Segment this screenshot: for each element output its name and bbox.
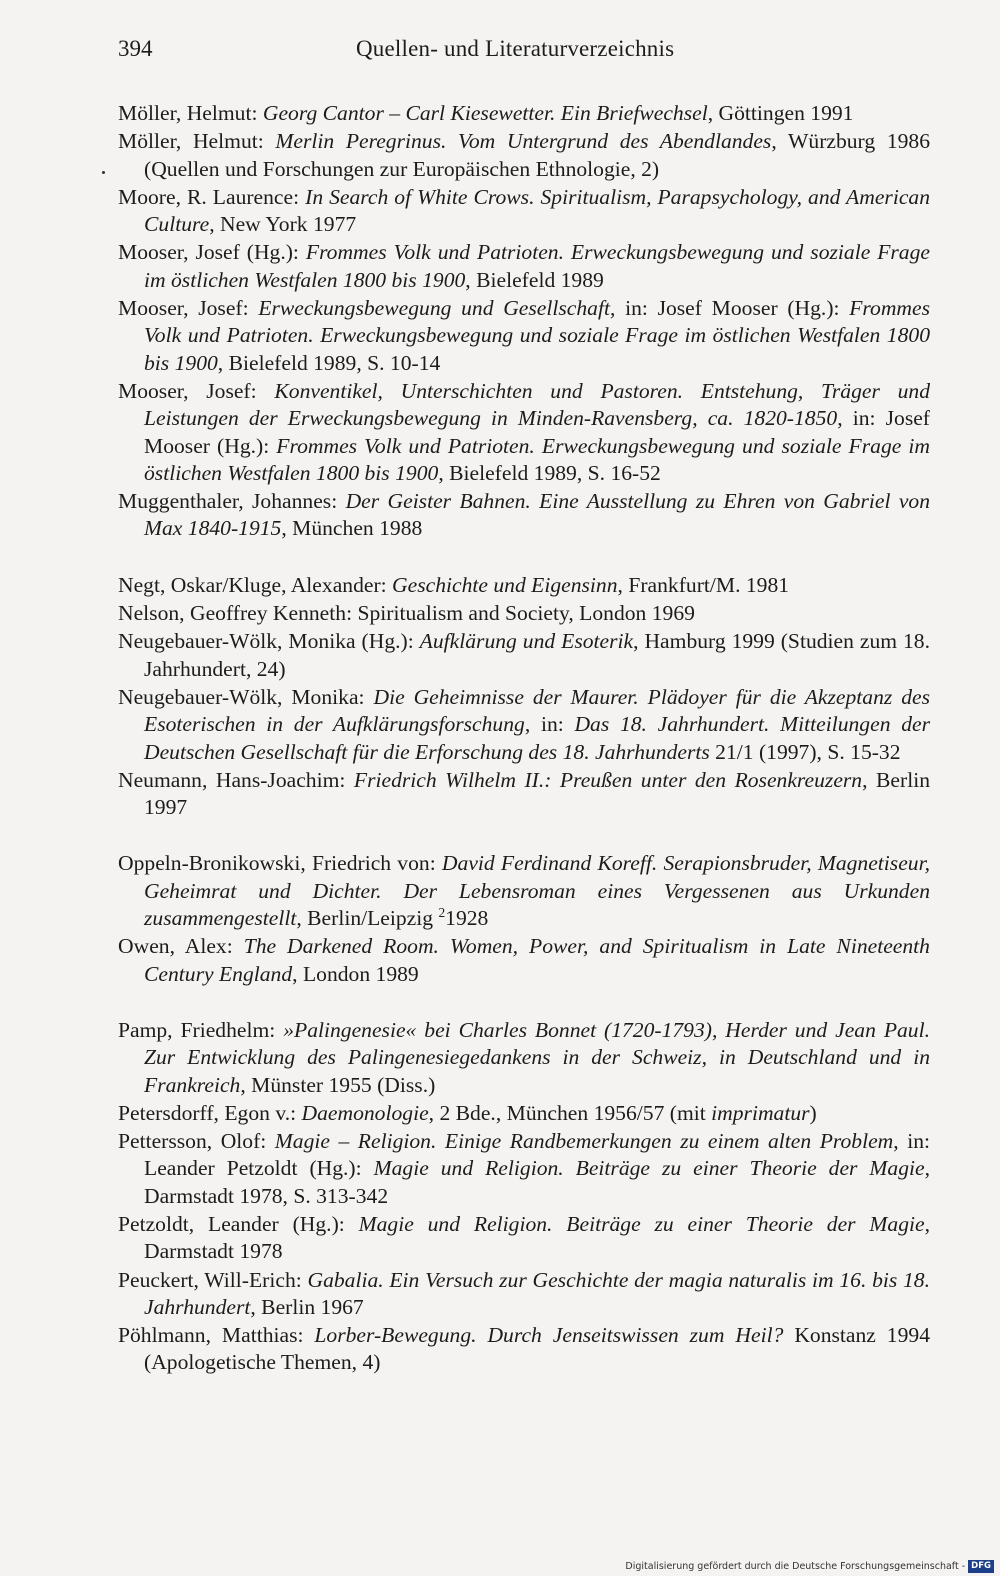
bibliography-entry	[118, 1128, 930, 1210]
entry-text: , 2 Bde., München 1956/57 (mit	[428, 1100, 712, 1125]
entry-text: , in:	[524, 712, 575, 737]
letter-group-gap	[118, 822, 930, 850]
entry-text: Peuckert, Will-Erich:	[118, 1267, 308, 1292]
entry-text: , Göttingen 1991	[707, 101, 854, 125]
bibliography-entry	[118, 488, 930, 543]
entry-text: , Berlin 1997	[144, 767, 930, 820]
entry-text: Möller, Helmut:	[118, 101, 263, 125]
entry-text: Neumann, Hans-Joachim:	[118, 767, 354, 792]
entry-text: , Bielefeld 1989, S. 16-52	[438, 460, 661, 485]
bibliography-entry	[118, 1322, 930, 1377]
entry-text: Möller, Helmut:	[118, 129, 276, 154]
entry-text: Owen, Alex:	[118, 934, 244, 959]
bibliography-entry	[118, 295, 930, 377]
entry-text: Neugebauer-Wölk, Monika:	[118, 684, 374, 709]
bibliography-entry	[118, 628, 930, 683]
entry-text: , München 1988	[281, 516, 423, 541]
entry-text: Pettersson, Olof:	[118, 1129, 275, 1154]
bibliography-entry	[118, 572, 930, 599]
entry-title-italic: Die Geheimnisse der Maurer. Plädoyer für die Akzeptanz des Esoterischen in der Aufklärungsforschung	[144, 684, 930, 737]
entry-text: Muggenthaler, Johannes:	[118, 489, 346, 514]
entry-title-italic: Magie und Religion. Beiträge zu einer Theorie der Magie	[373, 1156, 925, 1181]
bibliography-entry	[118, 850, 930, 932]
entry-title-italic: »Palingenesie« bei Charles Bonnet (1720-1793), Herder und Jean Paul. Zur Entwicklung des Palingenesiegedankens in der Schweiz, in Deutschland und in Frankreich	[144, 1017, 930, 1097]
stray-ink-dot	[102, 171, 105, 174]
entry-title-italic: Aufklärung und Esoterik	[419, 629, 634, 654]
entry-text: Mooser, Josef:	[118, 296, 259, 321]
letter-group-gap	[118, 989, 930, 1017]
entry-text: Neugebauer-Wölk, Monika (Hg.):	[118, 629, 420, 654]
entry-text: Konstanz 1994 (Apologetische Themen, 4)	[144, 1323, 930, 1375]
entry-text: , Darmstadt 1978, S. 313-342	[144, 1156, 930, 1208]
letter-group-gap	[118, 544, 930, 572]
entry-title-italic: Frommes Volk und Patrioten. Erweckungsbewegung und soziale Frage im östlichen Westfalen 1800 bis 1900	[144, 296, 930, 375]
entry-title-italic: In Search of White Crows. Spiritualism, Parapsychology, and American Culture	[144, 184, 930, 237]
digitization-banner	[625, 1559, 994, 1573]
bibliography-entry	[118, 1267, 930, 1322]
entry-text: Negt, Oskar/Kluge, Alexander:	[118, 572, 393, 597]
entry-title-italic: imprimatur	[711, 1100, 810, 1125]
entry-title-italic: Magie – Religion. Einige Randbemerkungen zu einem alten Problem	[274, 1129, 894, 1154]
entry-title-italic: Frommes Volk und Patrioten. Erweckungsbewegung und soziale Frage im östlichen Westfalen 1800 bis 1900	[144, 240, 930, 292]
entry-title-italic: Lorber-Bewegung. Durch Jenseitswissen zum Heil?	[314, 1323, 784, 1348]
entry-text: 21/1 (1997), S. 15-32	[709, 739, 901, 764]
entry-text: , Hamburg 1999 (Studien zum 18. Jahrhundert, 24)	[144, 629, 931, 681]
entry-title-italic: Der Geister Bahnen. Eine Ausstellung zu Ehren von Gabriel von Max 1840-1915	[144, 489, 931, 541]
bibliography-entry	[118, 684, 930, 766]
entry-text: Moore, R. Laurence:	[118, 184, 306, 209]
entry-text: Pamp, Friedhelm:	[118, 1017, 284, 1042]
bibliography-entry	[118, 1211, 930, 1266]
entry-text: , in: Josef Mooser (Hg.):	[609, 296, 850, 321]
entry-text: Petzoldt, Leander (Hg.):	[118, 1211, 359, 1236]
dfg-logo: DFG	[968, 1560, 994, 1573]
page-number: 394	[118, 36, 153, 61]
entry-text: , in: Leander Petzoldt (Hg.):	[144, 1129, 930, 1181]
entry-title-italic: Frommes Volk und Patrioten. Erweckungsbewegung und soziale Frage im östlichen Westfalen 1800 bis 1900	[144, 433, 930, 485]
entry-title-italic: David Ferdinand Koreff. Serapionsbruder, Magnetiseur, Geheimrat und Dichter. Der Lebensroman eines Vergessenen aus Urkunden zusammengestellt	[144, 851, 930, 931]
entry-text: Mooser, Josef (Hg.):	[118, 240, 306, 265]
bibliography-entry	[118, 767, 930, 822]
bibliography-entry	[118, 1017, 930, 1099]
entry-title-italic: Erweckungsbewegung und Gesellschaft	[258, 296, 610, 321]
entry-text: , Berlin 1967	[250, 1294, 364, 1319]
entry-text: , London 1989	[292, 961, 419, 986]
digitization-banner-text: Digitalisierung gefördert durch die Deutsche Forschungsgemeinschaft -	[625, 1560, 966, 1572]
entry-text: Oppeln-Bronikowski, Friedrich von:	[118, 851, 442, 876]
entry-title-italic: Das 18. Jahrhundert. Mitteilungen der Deutschen Gesellschaft für die Erforschung des 18. Jahrhunderts	[144, 712, 930, 764]
entry-text: , Darmstadt 1978	[144, 1211, 930, 1264]
edition-superscript: 2	[438, 904, 446, 920]
bibliography-entry	[118, 378, 930, 487]
entry-title-italic: Daemonologie	[301, 1100, 429, 1125]
entry-text: Pöhlmann, Matthias:	[118, 1323, 315, 1348]
entry-text: , Würzburg 1986 (Quellen und Forschungen zur Europäischen Ethnologie, 2)	[144, 129, 931, 181]
entry-title-italic: Geschichte und Eigensinn	[392, 572, 618, 597]
entry-text: , Bielefeld 1989	[465, 267, 604, 292]
bibliography-list	[118, 100, 930, 1378]
entry-title-italic: The Darkened Room. Women, Power, and Spiritualism in Late Nineteenth Century England	[144, 934, 930, 986]
entry-title-italic: Magie und Religion. Beiträge zu einer Theorie der Magie	[358, 1211, 925, 1236]
entry-text: Nelson, Geoffrey Kenneth: Spiritualism and Society, London 1969	[118, 601, 695, 626]
entry-text: Petersdorff, Egon v.:	[118, 1100, 302, 1125]
entry-text: )	[809, 1100, 817, 1125]
entry-title-italic: Georg Cantor – Carl Kiesewetter. Ein Briefwechsel	[262, 101, 708, 125]
entry-title-italic: Merlin Peregrinus. Vom Untergrund des Abendlandes	[275, 129, 772, 154]
bibliography-entry	[118, 184, 930, 239]
entry-text: , Bielefeld 1989, S. 10-14	[217, 350, 441, 375]
bibliography-entry	[118, 1100, 930, 1127]
bibliography-entry	[118, 933, 930, 988]
bibliography-entry	[118, 239, 930, 294]
entry-text: , New York 1977	[209, 212, 357, 237]
running-head: Quellen- und Literaturverzeichnis	[356, 36, 675, 61]
entry-title-italic: Gabalia. Ein Versuch zur Geschichte der magia naturalis im 16. bis 18. Jahrhundert	[144, 1267, 930, 1319]
entry-title-italic: Konventikel, Unterschichten und Pastoren. Entstehung, Träger und Leistungen der Erweckungsbewegung in Minden-Ravensberg, ca. 1820-1850	[144, 378, 930, 431]
page-header	[118, 36, 930, 72]
entry-text: 1928	[445, 906, 489, 931]
entry-text: , in: Josef Mooser (Hg.):	[144, 406, 930, 458]
entry-text: , Münster 1955 (Diss.)	[240, 1072, 436, 1097]
entry-text: Mooser, Josef:	[118, 378, 275, 403]
entry-text: , Berlin/Leipzig	[296, 906, 439, 931]
bibliography-entry	[118, 128, 930, 183]
bibliography-entry	[118, 600, 930, 627]
entry-title-italic: Friedrich Wilhelm II.: Preußen unter den Rosenkreuzern	[353, 767, 863, 792]
bibliography-entry	[118, 100, 930, 127]
entry-text: , Frankfurt/M. 1981	[617, 572, 790, 597]
